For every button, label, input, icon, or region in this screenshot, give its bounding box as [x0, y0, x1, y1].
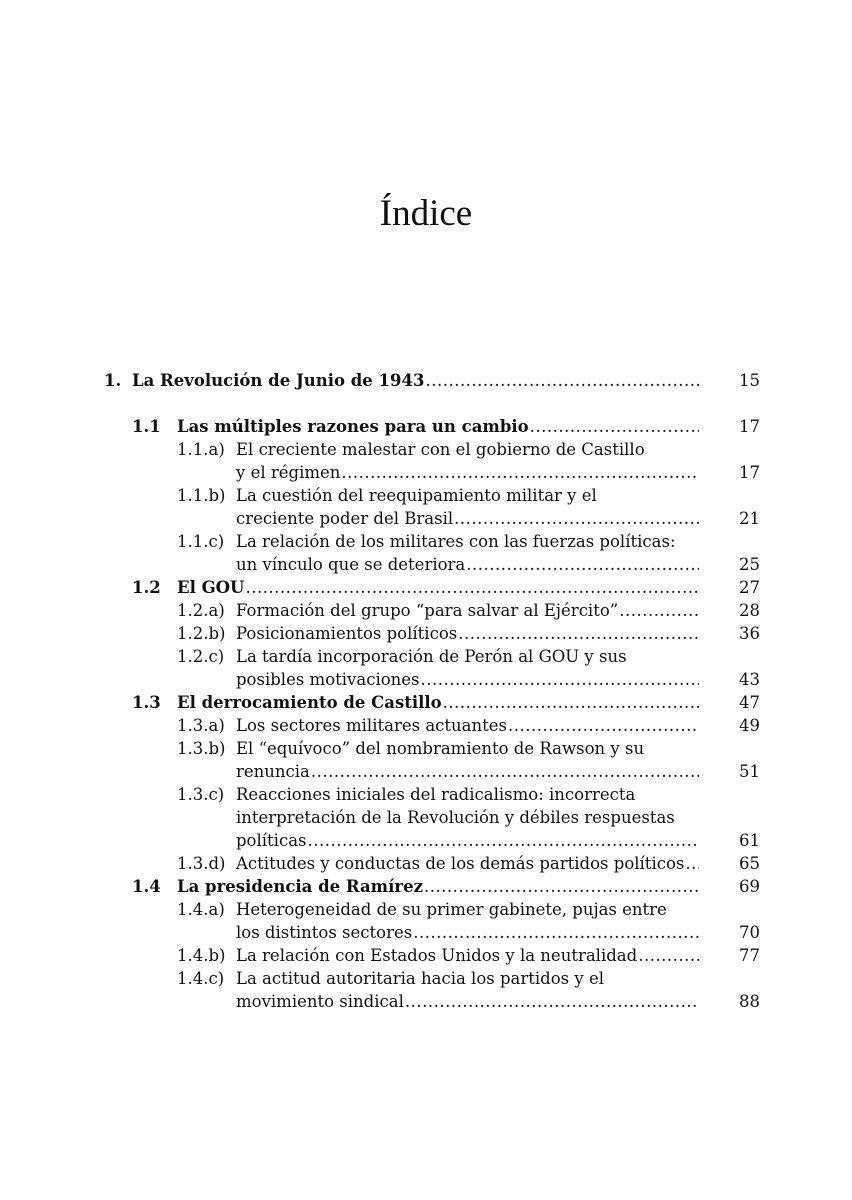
toc-number: 1.4.a)	[177, 900, 225, 919]
dot-leader	[420, 668, 699, 691]
toc-title	[236, 852, 699, 875]
toc-title	[236, 921, 699, 944]
toc-title-text: La relación con Estados Unidos y la neutralidad	[236, 946, 638, 965]
toc-subsection-entry	[0, 852, 852, 875]
dot-leader	[423, 875, 699, 898]
toc-title	[236, 599, 699, 622]
toc-title	[236, 668, 699, 691]
dot-leader	[310, 760, 699, 783]
dot-leader	[442, 691, 699, 714]
toc-number: 1.1	[132, 417, 161, 436]
dot-leader	[457, 622, 699, 645]
chapter-gap	[0, 392, 852, 415]
toc-line	[0, 507, 852, 530]
toc-page-number: 17	[739, 463, 760, 482]
dot-leader	[507, 714, 699, 737]
toc-number: 1.3.b)	[177, 739, 226, 758]
table-of-contents	[0, 369, 852, 1013]
toc-title-text: El GOU	[177, 578, 245, 597]
toc-subsection-entry	[0, 622, 852, 645]
toc-subsection-entry	[0, 944, 852, 967]
toc-title-text: Los sectores militares actuantes	[236, 716, 507, 735]
toc-subsection-entry	[0, 438, 852, 484]
toc-number: 1.1.b)	[177, 486, 226, 505]
toc-number: 1.	[104, 371, 122, 390]
dot-leader	[307, 829, 699, 852]
toc-title-text: Formación del grupo “para salvar al Ejército”	[236, 601, 619, 620]
toc-line	[0, 829, 852, 852]
toc-line	[0, 852, 852, 875]
toc-line	[0, 737, 852, 760]
toc-title-text: La presidencia de Ramírez	[177, 877, 423, 896]
toc-line	[0, 760, 852, 783]
toc-line	[0, 944, 852, 967]
toc-line	[0, 806, 852, 829]
toc-subsection-entry	[0, 484, 852, 530]
toc-line	[0, 576, 852, 599]
toc-title-text: los distintos sectores	[236, 923, 413, 942]
toc-number: 1.3.d)	[177, 854, 226, 873]
toc-title-text: Posicionamientos políticos	[236, 624, 458, 643]
toc-subsection-entry	[0, 737, 852, 783]
dot-leader	[424, 369, 699, 392]
dot-leader	[465, 553, 699, 576]
toc-title-text: un vínculo que se deteriora	[236, 555, 466, 574]
toc-line	[0, 714, 852, 737]
toc-title	[177, 691, 699, 714]
toc-title	[236, 461, 699, 484]
toc-title-text: renuncia	[236, 762, 310, 781]
toc-line	[0, 783, 852, 806]
toc-section-entry	[0, 576, 852, 599]
toc-page-number: 28	[739, 601, 760, 620]
toc-title	[236, 944, 699, 967]
toc-number: 1.3.c)	[177, 785, 225, 804]
toc-title	[236, 714, 699, 737]
dot-leader	[637, 944, 699, 967]
dot-leader	[618, 599, 699, 622]
toc-chapter-entry	[0, 369, 852, 392]
dot-leader	[684, 852, 699, 875]
toc-line	[0, 461, 852, 484]
toc-line	[0, 875, 852, 898]
toc-title-text: La actitud autoritaria hacia los partidos y el	[236, 969, 604, 988]
toc-page-number: 25	[739, 555, 760, 574]
toc-page-number: 61	[739, 831, 760, 850]
toc-title-text: políticas	[236, 831, 307, 850]
toc-line	[0, 622, 852, 645]
toc-title-text: Heterogeneidad de su primer gabinete, pujas entre	[236, 900, 667, 919]
toc-title-text: El “equívoco” del nombramiento de Rawson y su	[236, 739, 645, 758]
toc-title	[236, 990, 699, 1013]
toc-line	[0, 645, 852, 668]
toc-line	[0, 530, 852, 553]
dot-leader	[244, 576, 699, 599]
toc-title-text: La Revolución de Junio de 1943	[132, 371, 425, 390]
toc-page-number: 88	[739, 992, 760, 1011]
toc-line	[0, 415, 852, 438]
toc-subsection-entry	[0, 967, 852, 1013]
toc-page-number: 36	[739, 624, 760, 643]
toc-page-number: 21	[739, 509, 760, 528]
toc-page-number: 43	[739, 670, 760, 689]
toc-title	[236, 829, 699, 852]
toc-title	[177, 415, 699, 438]
toc-title-text: posibles motivaciones	[236, 670, 420, 689]
dot-leader	[529, 415, 699, 438]
toc-section-entry	[0, 691, 852, 714]
toc-title	[236, 553, 699, 576]
toc-page-number: 69	[739, 877, 760, 896]
toc-number: 1.4	[132, 877, 161, 896]
dot-leader	[404, 990, 699, 1013]
toc-line	[0, 921, 852, 944]
toc-subsection-entry	[0, 530, 852, 576]
toc-title	[236, 760, 699, 783]
toc-title-text: La tardía incorporación de Perón al GOU y sus	[236, 647, 627, 666]
toc-title	[132, 369, 699, 392]
toc-page-number: 77	[739, 946, 760, 965]
toc-section-entry	[0, 875, 852, 898]
toc-page-number: 47	[739, 693, 760, 712]
toc-title	[177, 875, 699, 898]
toc-line	[0, 599, 852, 622]
toc-page-number: 51	[739, 762, 760, 781]
toc-title-text: El derrocamiento de Castillo	[177, 693, 442, 712]
dot-leader	[453, 507, 699, 530]
dot-leader	[412, 921, 699, 944]
toc-number: 1.3.a)	[177, 716, 225, 735]
toc-number: 1.4.b)	[177, 946, 226, 965]
toc-title-text: La cuestión del reequipamiento militar y el	[236, 486, 597, 505]
toc-line	[0, 691, 852, 714]
toc-subsection-entry	[0, 783, 852, 852]
toc-page-number: 17	[739, 417, 760, 436]
toc-number: 1.2.c)	[177, 647, 225, 666]
toc-page-number: 27	[739, 578, 760, 597]
toc-subsection-entry	[0, 714, 852, 737]
toc-number: 1.2.a)	[177, 601, 225, 620]
dot-leader	[340, 461, 699, 484]
toc-line	[0, 990, 852, 1013]
toc-section-entry	[0, 415, 852, 438]
toc-line	[0, 898, 852, 921]
toc-title-text: Reacciones iniciales del radicalismo: incorrecta	[236, 785, 636, 804]
toc-number: 1.2	[132, 578, 161, 597]
toc-page-number: 70	[739, 923, 760, 942]
toc-title-text: y el régimen	[236, 463, 341, 482]
page-title: Índice	[379, 193, 473, 234]
toc-line	[0, 668, 852, 691]
toc-title	[236, 507, 699, 530]
toc-title-text: movimiento sindical	[236, 992, 404, 1011]
toc-title-text: creciente poder del Brasil	[236, 509, 454, 528]
toc-number: 1.3	[132, 693, 161, 712]
toc-title-text: El creciente malestar con el gobierno de Castillo	[236, 440, 645, 459]
toc-title-text: Las múltiples razones para un cambio	[177, 417, 529, 436]
toc-line	[0, 369, 852, 392]
toc-subsection-entry	[0, 599, 852, 622]
toc-page-number: 65	[739, 854, 760, 873]
toc-number: 1.2.b)	[177, 624, 226, 643]
toc-subsection-entry	[0, 645, 852, 691]
toc-title-text: interpretación de la Revolución y débiles respuestas	[236, 808, 675, 827]
toc-number: 1.4.c)	[177, 969, 225, 988]
toc-page-number: 49	[739, 716, 760, 735]
toc-title	[236, 622, 699, 645]
toc-subsection-entry	[0, 898, 852, 944]
toc-line	[0, 553, 852, 576]
toc-title-text: Actitudes y conductas de los demás partidos políticos	[236, 854, 685, 873]
toc-line	[0, 967, 852, 990]
toc-title	[177, 576, 699, 599]
toc-title-text: La relación de los militares con las fuerzas políticas:	[236, 532, 676, 551]
toc-number: 1.1.c)	[177, 532, 225, 551]
toc-page-number: 15	[739, 371, 760, 390]
toc-number: 1.1.a)	[177, 440, 225, 459]
toc-line	[0, 438, 852, 461]
toc-line	[0, 484, 852, 507]
